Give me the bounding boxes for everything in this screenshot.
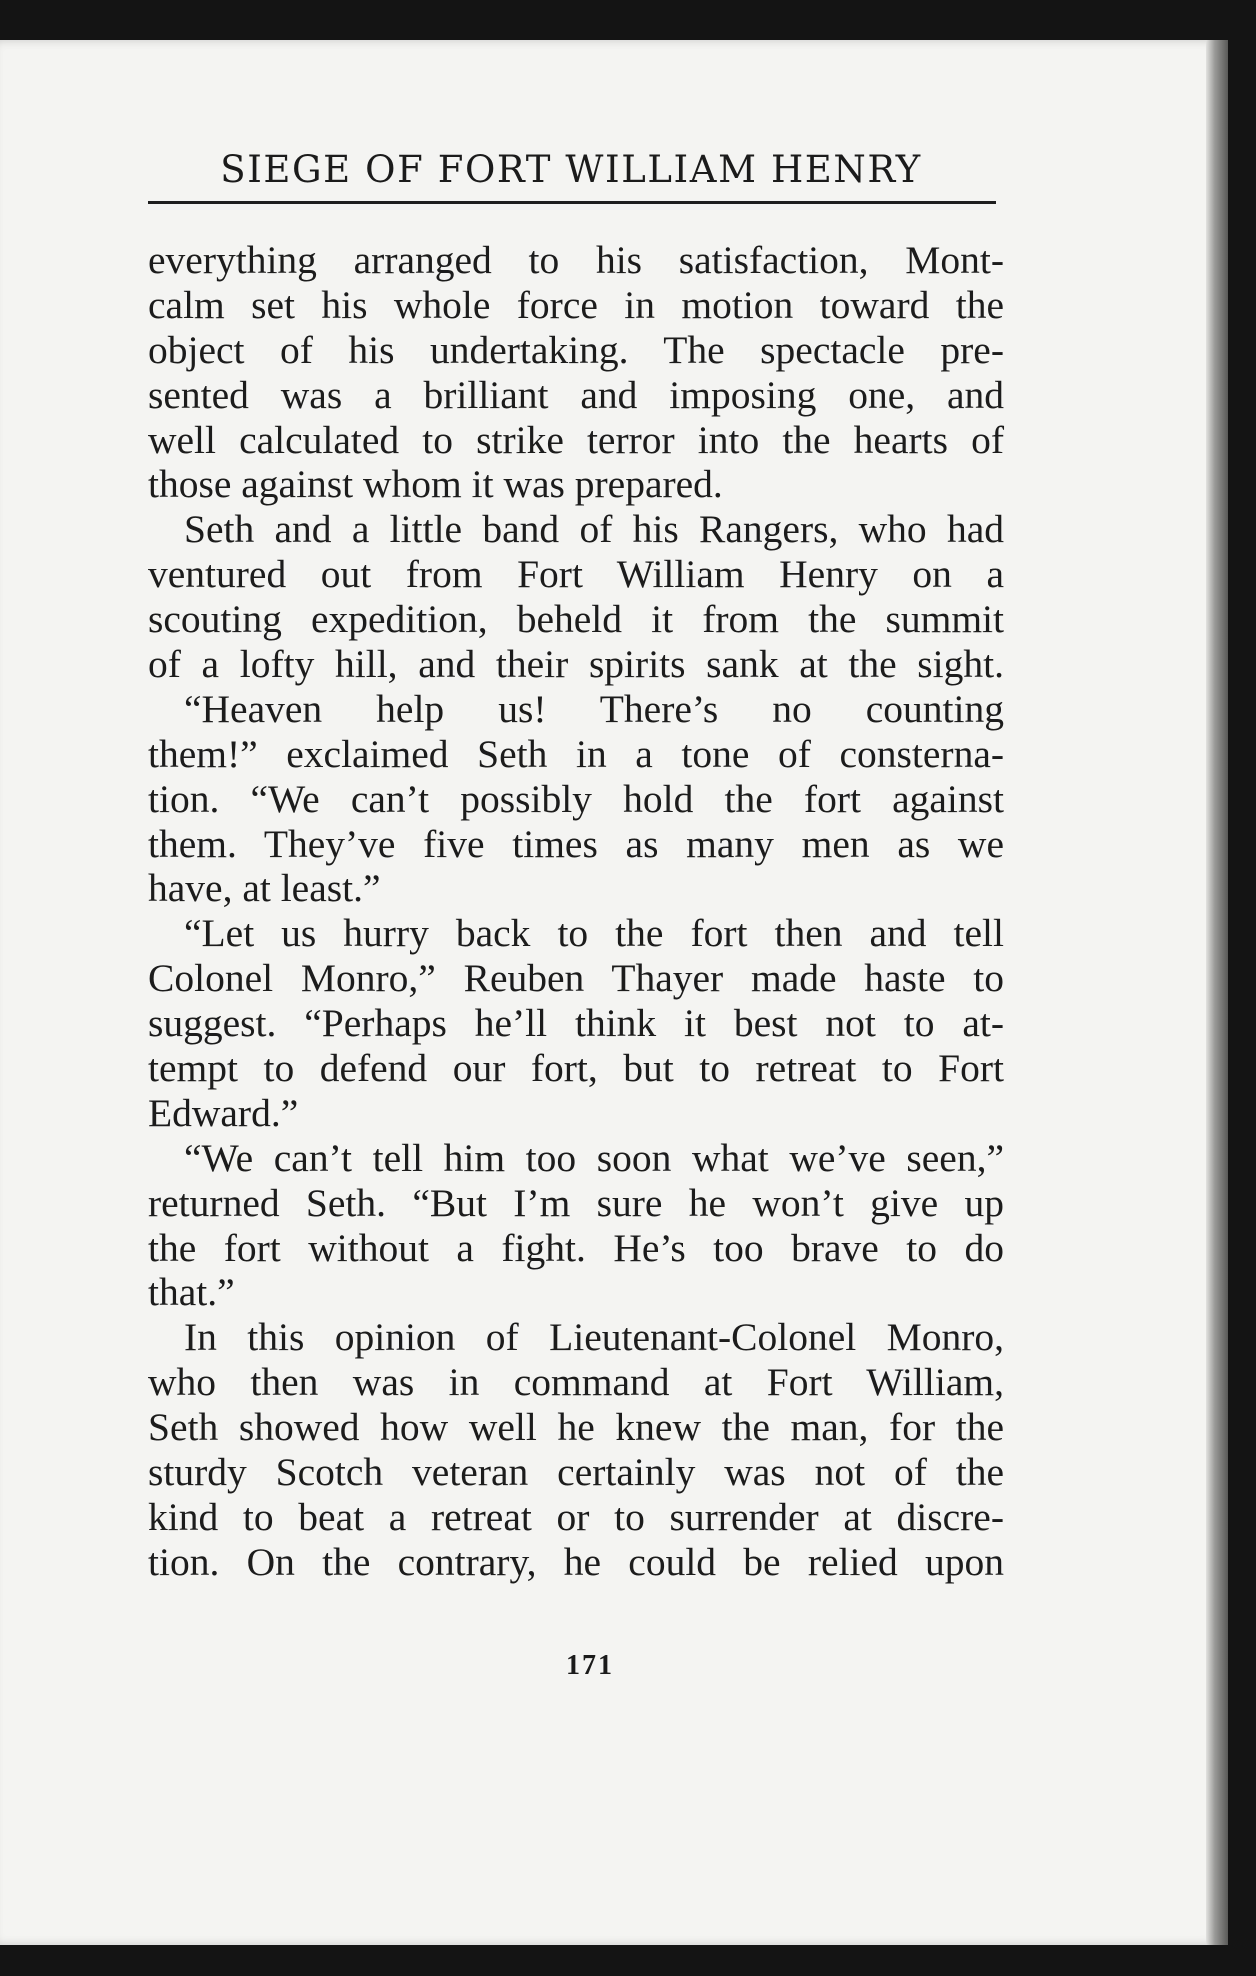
text-line: have, at least.” [148, 866, 381, 911]
text-line: Seth showed how well he knew the man, for the [148, 1405, 1004, 1450]
body-text [148, 238, 1004, 1585]
text-line: tion. “We can’t possibly hold the fort against [148, 776, 1004, 821]
text-line: kind to beat a retreat or to surrender at discre- [148, 1494, 1004, 1539]
text-line: ventured out from Fort William Henry on a [148, 552, 1004, 597]
text-line: Edward.” [148, 1090, 299, 1135]
text-line: “Heaven help us! There’s no counting [184, 686, 1004, 731]
text-line: them!” exclaimed Seth in a tone of consterna- [148, 731, 1004, 776]
text-line: calm set his whole force in motion toward the [148, 282, 1004, 327]
text-line: returned Seth. “But I’m sure he won’t give up [148, 1180, 1004, 1225]
text-line: sturdy Scotch veteran certainly was not of the [148, 1450, 1004, 1495]
text-line: Colonel Monro,” Reuben Thayer made haste to [148, 956, 1004, 1001]
text-line: who then was in command at Fort William, [148, 1360, 1004, 1405]
text-line: object of his undertaking. The spectacle pre- [148, 327, 1004, 372]
text-line: “Let us hurry back to the fort then and tell [184, 911, 1004, 956]
text-line: tempt to defend our fort, but to retreat to Fort [148, 1046, 1004, 1091]
text-line: everything arranged to his satisfaction, Mont- [148, 238, 1004, 282]
text-line: In this opinion of Lieutenant-Colonel Monro, [184, 1315, 1004, 1360]
running-head: SIEGE OF FORT WILLIAM HENRY [220, 148, 922, 191]
text-line: of a lofty hill, and their spirits sank at the sight. [148, 642, 1004, 687]
page-edge-shadow [1206, 40, 1228, 1945]
text-line: Seth and a little band of his Rangers, who had [184, 507, 1004, 552]
page-number: 171 [566, 1650, 614, 1681]
text-line: the fort without a fight. He’s too brave to do [148, 1225, 1004, 1270]
text-line: “We can’t tell him too soon what we’ve seen,” [184, 1135, 1004, 1180]
text-line: scouting expedition, beheld it from the summit [148, 597, 1004, 642]
text-line: suggest. “Perhaps he’ll think it best not to at- [148, 1001, 1004, 1046]
text-line: well calculated to strike terror into the hearts of [148, 417, 1004, 462]
text-line: tion. On the contrary, he could be relied upon [148, 1539, 1004, 1584]
text-line: that.” [148, 1270, 235, 1315]
text-line: sented was a brilliant and imposing one, and [148, 372, 1004, 417]
running-head-rule [148, 201, 996, 204]
text-line: those against whom it was prepared. [148, 462, 723, 507]
text-line: them. They’ve five times as many men as we [148, 821, 1004, 866]
